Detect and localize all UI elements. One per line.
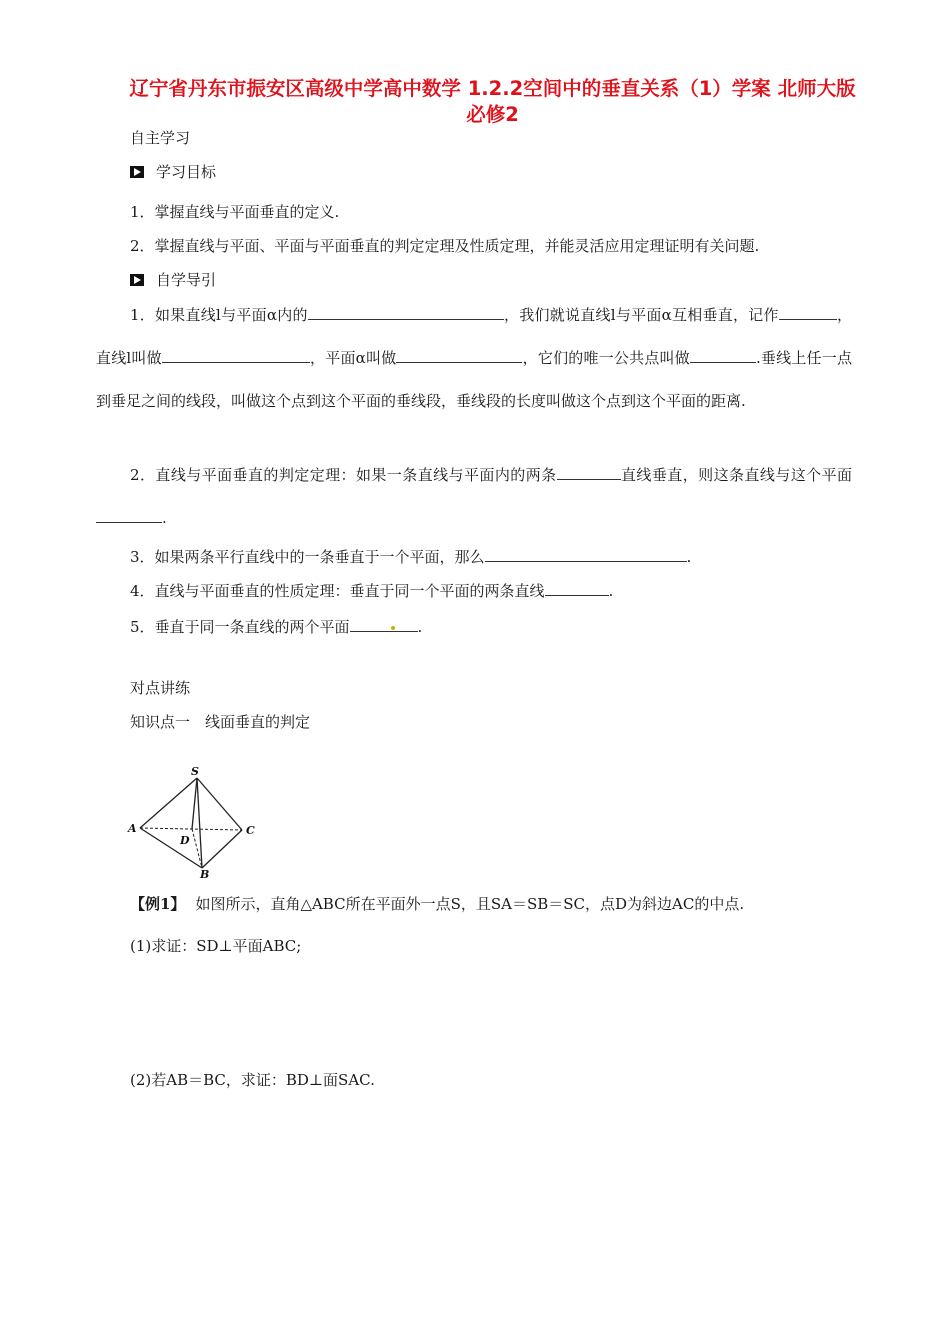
example-1 bbox=[130, 894, 744, 914]
blank-field[interactable] bbox=[396, 347, 522, 363]
guide-q1-text: ，平面α叫做 bbox=[309, 349, 397, 367]
guide-q2-text: . bbox=[162, 509, 167, 527]
guide-q2-text: 2．直线与平面垂直的判定定理：如果一条直线与平面内的两条 bbox=[130, 466, 557, 484]
guide-q3-text: 3．如果两条平行直线中的一条垂直于一个平面，那么 bbox=[130, 548, 485, 566]
guide-q1-text: ，直线l叫做 bbox=[96, 306, 852, 367]
play-icon bbox=[130, 274, 144, 286]
example-part-1: (1)求证：SD⊥平面ABC; bbox=[130, 937, 302, 955]
guide-q5-text: . bbox=[417, 618, 423, 636]
example-tag: 【例1】 bbox=[130, 895, 186, 913]
guide-q3-text: . bbox=[686, 548, 692, 566]
guide-q1-text: ，它们的唯一公共点叫做 bbox=[522, 349, 690, 367]
edge-SB bbox=[197, 778, 202, 868]
blank-field[interactable] bbox=[485, 546, 687, 562]
guide-q1-text: ，我们就说直线l与平面α互相垂直，记作 bbox=[503, 306, 779, 324]
objectives-heading bbox=[130, 162, 216, 182]
pyramid-figure bbox=[122, 764, 262, 880]
example-text: 如图所示，直角△ABC所在平面外一点S，且SA＝SB＝SC，点D为斜边AC的中点. bbox=[195, 895, 745, 913]
blank-field[interactable] bbox=[779, 304, 837, 320]
blank-field[interactable] bbox=[557, 464, 621, 480]
knowledge-point-heading: 知识点一 线面垂直的判定 bbox=[130, 713, 311, 731]
edge-SA bbox=[140, 778, 197, 828]
label-B: B bbox=[200, 868, 210, 880]
play-icon bbox=[130, 166, 144, 178]
guide-q3 bbox=[130, 546, 691, 567]
blank-field[interactable] bbox=[690, 347, 756, 363]
edge-SD bbox=[192, 778, 197, 829]
guide-q5-text: 5．垂直于同一条直线的两个平面 bbox=[130, 618, 350, 636]
guide-q2 bbox=[96, 454, 852, 540]
example-part-2: (2)若AB＝BC，求证：BD⊥面SAC. bbox=[130, 1071, 375, 1089]
guide-q1-text: 1．如果直线l与平面α内的 bbox=[130, 306, 308, 324]
guide-q4-text: . bbox=[608, 582, 614, 600]
objectives-heading-label: 学习目标 bbox=[156, 163, 217, 181]
objective-item: 2．掌握直线与平面、平面与平面垂直的判定定理及性质定理，并能灵活应用定理证明有关问题. bbox=[130, 237, 760, 255]
section-self-study: 自主学习 bbox=[130, 129, 191, 147]
blank-field[interactable] bbox=[308, 304, 504, 320]
guide-q2-text: 直线垂直，则这条直线与这个平面 bbox=[620, 466, 852, 484]
dot-icon bbox=[391, 626, 395, 630]
label-A: A bbox=[128, 822, 137, 835]
guide-q1-text: .垂线上任一点到垂足之间的线段，叫做这个点到这个平面的垂线段，垂线段的长度叫做这个点到这个平面的距离. bbox=[96, 349, 852, 410]
blank-field[interactable] bbox=[350, 616, 418, 632]
label-S: S bbox=[191, 765, 199, 778]
section-practice: 对点讲练 bbox=[130, 679, 191, 697]
page-title: 辽宁省丹东市振安区高级中学高中数学 1.2.2空间中的垂直关系（1）学案 北师大版必修2 bbox=[129, 77, 856, 126]
blank-field[interactable] bbox=[96, 507, 162, 523]
guide-heading bbox=[130, 270, 216, 290]
label-D: D bbox=[180, 834, 190, 847]
guide-q4-text: 4．直线与平面垂直的性质定理：垂直于同一个平面的两条直线 bbox=[130, 582, 545, 600]
edge-SC bbox=[197, 778, 242, 830]
guide-heading-label: 自学导引 bbox=[156, 271, 217, 289]
guide-q5 bbox=[130, 616, 422, 637]
blank-field[interactable] bbox=[545, 580, 609, 596]
edge-BC bbox=[202, 830, 242, 868]
edge-AC bbox=[140, 828, 242, 830]
label-C: C bbox=[246, 824, 255, 837]
blank-field[interactable] bbox=[162, 347, 310, 363]
edge-AB bbox=[140, 828, 202, 868]
guide-q1 bbox=[96, 294, 852, 423]
guide-q4 bbox=[130, 580, 613, 601]
objective-item: 1．掌握直线与平面垂直的定义. bbox=[130, 203, 340, 221]
